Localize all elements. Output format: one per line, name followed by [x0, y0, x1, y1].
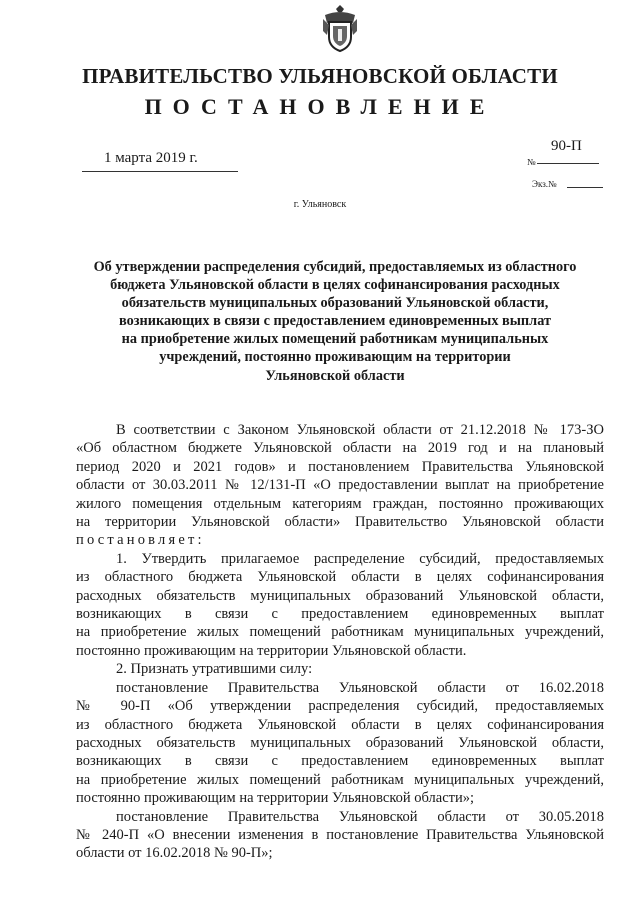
body-line: В соответствии с Законом Ульяновской области от 21.12.2018 № 173-ЗО — [116, 422, 604, 438]
body-line: области от 16.02.2018 № 90-П»; — [76, 845, 273, 862]
resolves-word: постановляет: — [76, 532, 205, 549]
number-label: № — [527, 157, 536, 167]
body-line: возникающих в связи с предоставлением единовременных выплат — [76, 606, 604, 623]
subject-line: обязательств муниципальных образований Ульяновской области, — [121, 295, 549, 312]
document-body — [76, 421, 604, 863]
body-line: постановление Правительства Ульяновской области от 30.05.2018 — [116, 808, 604, 825]
body-line: 2. Признать утратившими силу: — [116, 661, 313, 678]
body-line: «Об областном бюджете Ульяновской области на 2019 год и на плановый — [76, 440, 604, 457]
body-line: 1. Утвердить прилагаемое распределение субсидий, предоставляемых — [116, 550, 604, 567]
body-line: на территории Ульяновской области» Правительство Ульяновской области — [76, 514, 604, 531]
subject-line: бюджета Ульяновской области в целях софинансирования расходных — [110, 277, 560, 294]
number-underline — [537, 163, 599, 164]
body-line: возникающих в связи с предоставлением единовременных выплат — [76, 753, 604, 770]
body-line: на приобретение жилых помещений работникам муниципальных учреждений, — [76, 771, 604, 788]
subject-line: возникающих в связи с предоставлением единовременных выплат — [118, 313, 551, 330]
body-line: из областного бюджета Ульяновской области в целях софинансирования — [76, 569, 604, 586]
government-title: ПРАВИТЕЛЬСТВО УЛЬЯНОВСКОЙ ОБЛАСТИ — [82, 64, 558, 88]
date-underline — [82, 171, 238, 172]
body-line: № 240-П «О внесении изменения в постановление Правительства Ульяновской — [76, 826, 604, 843]
subject-line: Об утверждении распределения субсидий, предоставляемых из областного — [93, 259, 577, 275]
body-line: № 90-П «Об утверждении распределения субсидий, предоставляемых — [76, 698, 604, 715]
body-line: области от 30.03.2011 № 12/131-П «О предоставлении выплат на приобретение — [76, 477, 604, 494]
subject-line: на приобретение жилых помещений работникам муниципальных — [121, 331, 549, 348]
document-date: 1 марта 2019 г. — [104, 150, 198, 166]
body-line: период 2020 и 2021 годов» и постановлением Правительства Ульяновской — [76, 458, 604, 475]
coat-of-arms-icon — [321, 3, 359, 53]
document-number: 90-П — [551, 138, 582, 154]
document-type-title: ПОСТАНОВЛЕНИЕ — [144, 94, 496, 119]
body-line: расходных обязательств муниципальных образований Ульяновской области, — [76, 734, 604, 751]
copy-number-label: Экз.№ — [532, 179, 557, 189]
body-line: жилого помещения отдельным категориям граждан, постоянно проживающих — [76, 495, 604, 512]
body-line: постоянно проживающим на территории Ульяновской области»; — [76, 790, 475, 807]
city-name: г. Ульяновск — [293, 199, 347, 210]
body-line: постановление Правительства Ульяновской области от 16.02.2018 — [116, 679, 604, 696]
body-line: на приобретение жилых помещений работникам муниципальных учреждений, — [76, 624, 604, 641]
body-line: из областного бюджета Ульяновской области в целях софинансирования — [76, 716, 604, 733]
copy-number-underline — [567, 187, 603, 188]
subject-line: учреждений, постоянно проживающим на территории — [159, 349, 511, 366]
body-line: постоянно проживающим на территории Ульяновской области. — [76, 642, 467, 659]
body-line: расходных обязательств муниципальных образований Ульяновской области, — [76, 587, 604, 604]
subject-line: Ульяновской области — [265, 367, 405, 384]
document-subject — [70, 258, 600, 385]
